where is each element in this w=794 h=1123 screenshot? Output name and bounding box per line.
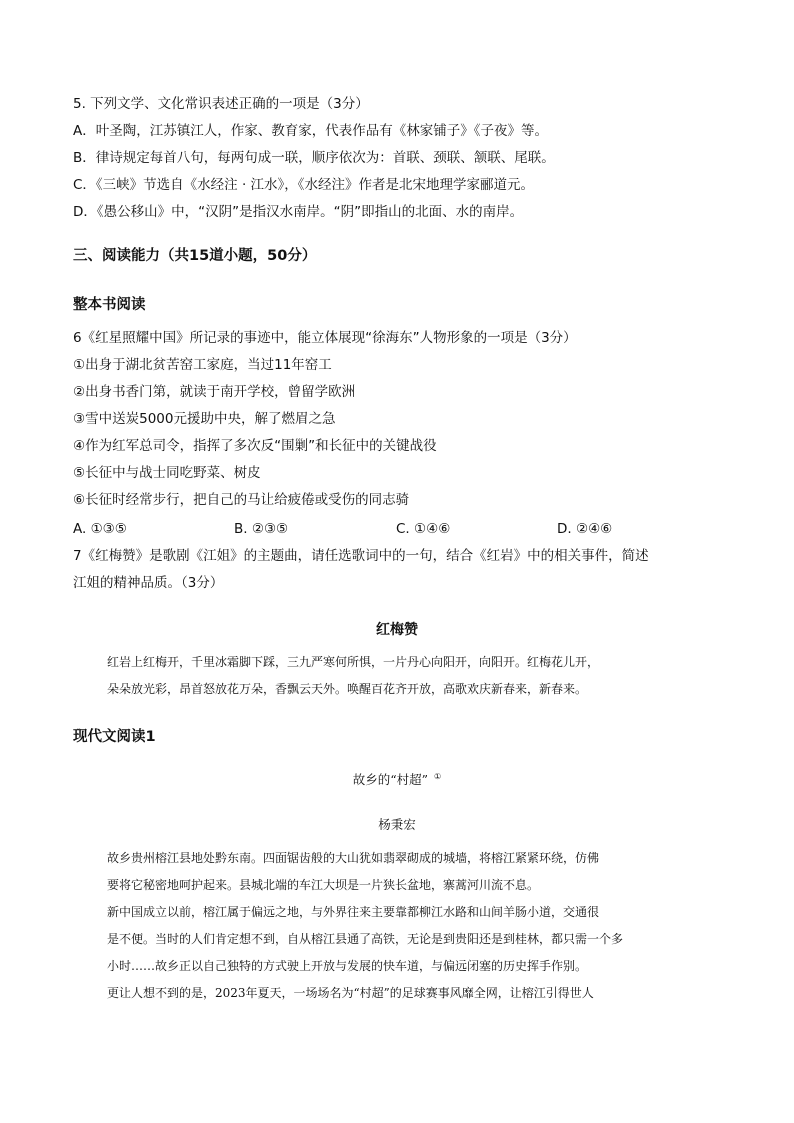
article-line: 更让人想不到的是，2023年夏天，一场场名为“村超”的足球赛事风靡全网，让榕江引得世人 [107, 986, 594, 1000]
q5-option-b: B．律诗规定每首八句，每两句成一联，顺序依次为：首联、颈联、颔联、尾联。 [73, 150, 555, 166]
q5-stem: 5. 下列文学、文化常识表述正确的一项是（3分） [73, 96, 369, 112]
q6-item: ③雪中送炭5000元援助中央，解了燃眉之急 [73, 411, 336, 427]
q6-item: ④作为红军总司令，指挥了多次反“围剿”和长征中的关键战役 [73, 438, 437, 454]
article-line: 新中国成立以前，榕江属于偏远之地，与外界往来主要靠都柳江水路和山间羊肠小道，交通很 [107, 905, 600, 919]
article-line: 故乡贵州榕江县地处黔东南。四面锯齿般的大山犹如翡翠砌成的城墙，将榕江紧紧环绕，仿佛 [107, 851, 600, 865]
section-title: 三、阅读能力（共15道小题，50分） [73, 248, 317, 264]
q5-option-a: A．叶圣陶，江苏镇江人，作家、教育家，代表作品有《林家铺子》《子夜》等。 [73, 123, 548, 139]
footnote-marker: ① [434, 771, 442, 781]
q6-item: ①出身于湖北贫苦窑工家庭，当过11年窑工 [73, 357, 332, 373]
article-line: 是不便。当时的人们肯定想不到，自从榕江县通了高铁，无论是到贵阳还是到桂林，都只需一个多 [107, 932, 624, 946]
q6-item: ⑥长征时经常步行，把自己的马让给疲倦或受伤的同志骑 [73, 492, 410, 508]
poem-line: 红岩上红梅开，千里冰霜脚下踩，三九严寒何所惧，一片丹心向阳开，向阳开。红梅花儿开， [107, 655, 600, 669]
modern-reading-title: 现代文阅读1 [73, 729, 156, 745]
article-line: 要将它秘密地呵护起来。县城北端的车江大坝是一片狭长盆地，寨蒿河川流不息。 [107, 878, 540, 892]
q6-choice-a: A. ①③⑤ [73, 521, 127, 537]
q6-item: ②出身书香门第，就读于南开学校，曾留学欧洲 [73, 384, 356, 400]
q6-item: ⑤长征中与战士同吃野菜、树皮 [73, 465, 261, 481]
q6-stem: 6《红星照耀中国》所记录的事迹中，能立体展现“徐海东”人物形象的一项是（3分） [73, 330, 577, 346]
poem-line: 朵朵放光彩，昂首怒放花万朵，香飘云天外。唤醒百花齐开放，高歌欢庆新春来，新春来。 [107, 682, 588, 696]
q7-stem-line2: 江姐的精神品质。（3分） [73, 575, 224, 591]
q6-choice-c: C. ①④⑥ [396, 521, 451, 537]
q5-option-d: D．《愚公移山》中，“汉阴”是指汉水南岸。“阴”即指山的北面、水的南岸。 [73, 204, 524, 220]
whole-book-title: 整本书阅读 [73, 297, 146, 313]
article-title: 故乡的“村超” [352, 772, 429, 787]
q5-option-c: C．《三峡》节选自《水经注 · 江水》，《水经注》作者是北宋地理学家郦道元。 [73, 177, 535, 193]
article-author: 杨秉宏 [378, 817, 416, 832]
q6-choice-b: B. ②③⑤ [234, 521, 289, 537]
article-line: 小时……故乡正以自己独特的方式驶上开放与发展的快车道，与偏远闭塞的历史挥手作别。 [107, 959, 588, 973]
poem-title: 红梅赞 [376, 622, 418, 638]
q7-stem-line1: 7《红梅赞》是歌剧《江姐》的主题曲，请任选歌词中的一句，结合《红岩》中的相关事件，简述 [73, 548, 649, 564]
q6-choice-d: D. ②④⑥ [557, 521, 613, 537]
article-title-row [0, 770, 794, 788]
